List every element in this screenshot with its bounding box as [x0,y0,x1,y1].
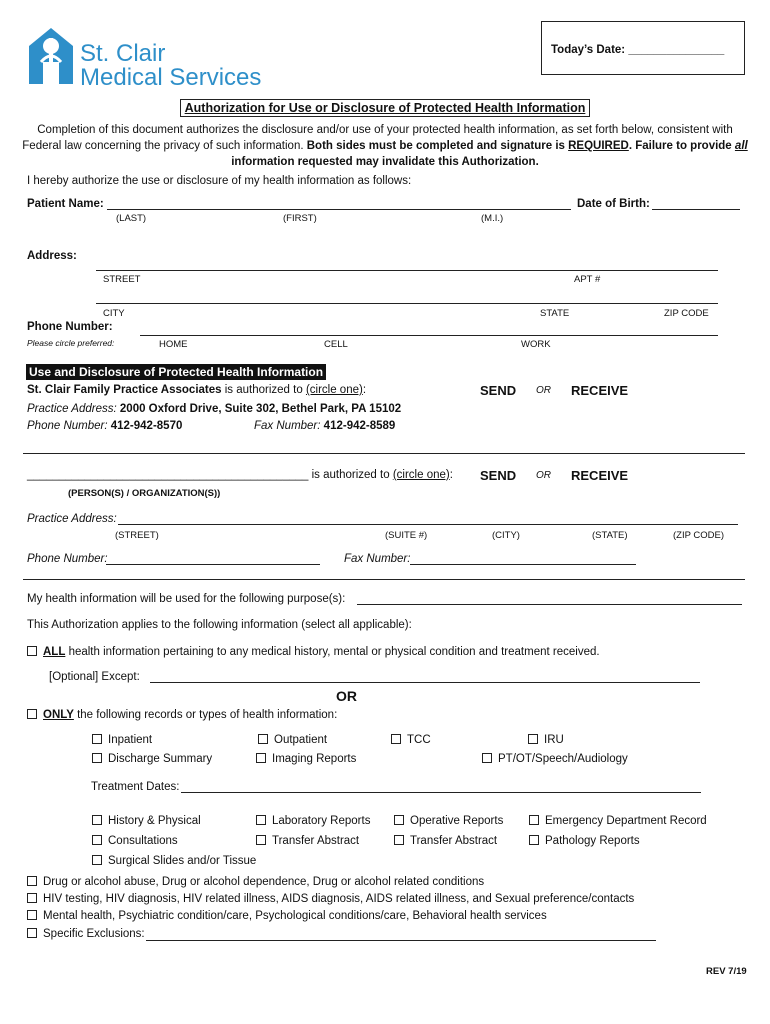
record-label: Imaging Reports [272,753,357,765]
purpose-field[interactable] [357,604,742,605]
record-label: Operative Reports [410,815,504,827]
logo [26,26,286,91]
section-banner-wrap [26,365,326,379]
all-text: health information pertaining to any medical history, mental or physical condition and treatment received. [68,646,600,658]
intro-line1: Completion of this document authorizes the disclosure and/or use of your protected health information, as set forth below, consistent with [37,124,733,136]
receive-option-2[interactable]: RECEIVE [571,468,629,483]
addr-city: (CITY) [492,530,520,541]
logo-mark-icon [26,26,76,88]
section-banner: Use and Disclosure of Protected Health Information [26,364,326,380]
sensitive-mental-health[interactable] [27,910,547,922]
receive-option-1[interactable]: RECEIVE [571,383,629,398]
checkbox-icon[interactable] [256,835,266,845]
record-label: Transfer Abstract [410,835,498,847]
record-tcc[interactable] [391,734,431,746]
org-fax-field[interactable] [410,564,636,565]
or-divider: OR [336,688,357,704]
record-label: Laboratory Reports [272,815,371,827]
record-label: Inpatient [108,734,153,746]
practice-fax-label: Fax Number: [254,420,321,432]
checkbox-icon[interactable] [529,815,539,825]
org-circle-one: (circle one) [392,469,450,481]
org-phone-field[interactable] [106,564,320,565]
address-label: Address: [27,250,77,262]
logo-text-line2: Medical Services [80,64,262,91]
send-option-2[interactable]: SEND [480,468,517,483]
patient-name-field[interactable] [107,209,571,210]
record-transfer-abstract-1[interactable] [256,835,359,847]
practice-authorize-line [27,384,366,396]
addr-street: (STREET) [115,530,159,541]
checkbox-icon[interactable] [92,753,102,763]
or-label-2: OR [536,470,551,481]
practice-fax-line [254,420,395,432]
checkbox-icon[interactable] [92,835,102,845]
title-wrap [0,101,770,115]
intro-line3: information requested may invalidate this Authorization. [231,156,539,168]
org-colon: : [449,469,453,481]
practice-phone-line [27,420,182,432]
first-label: (FIRST) [283,213,317,224]
intro-line2 [0,138,770,154]
sensitive-label: Drug or alcohol abuse, Drug or alcohol dependence, Drug or alcohol related conditions [43,876,485,888]
record-operative-reports[interactable] [394,815,503,827]
applies-line: This Authorization applies to the following information (select all applicable): [27,619,412,631]
record-label: IRU [544,734,564,746]
sensitive-drug-alcohol[interactable] [27,876,484,888]
optional-except-label: [Optional] Except: [49,671,140,683]
checkbox-icon[interactable] [391,734,401,744]
intro [0,122,770,170]
only-option[interactable] [27,709,337,721]
org-address-field[interactable] [118,524,738,525]
record-transfer-abstract-2[interactable] [394,835,497,847]
record-surgical-slides[interactable] [92,855,256,867]
checkbox-icon[interactable] [27,910,37,920]
checkbox-icon[interactable] [92,734,102,744]
record-imaging-reports[interactable] [256,753,356,765]
org-authorized-to: is authorized to [311,469,390,481]
sensitive-hiv-aids[interactable] [27,893,634,905]
specific-exclusions-field[interactable] [146,940,656,941]
authorize-line: I hereby authorize the use or disclosure of my health information as follows: [27,175,412,187]
org-fax-label: Fax Number: [344,553,411,565]
record-pathology-reports[interactable] [529,835,640,847]
record-consultations[interactable] [92,835,178,847]
dob-label: Date of Birth: [577,198,650,210]
addr-state: (STATE) [592,530,628,541]
form-title: Authorization for Use or Disclosure of Protected Health Information [180,99,591,117]
revision-label: REV 7/19 [706,966,747,977]
record-iru[interactable] [528,734,564,746]
phone-field[interactable] [140,335,718,336]
record-label: TCC [407,734,431,746]
divider-2 [23,579,745,580]
circle-note: Please circle preferred: [27,338,115,348]
record-label: Discharge Summary [108,753,213,765]
sensitive-label: Mental health, Psychiatric condition/care, Psychological conditions/care, Behavioral health services [43,910,547,922]
patient-name-label: Patient Name: [27,198,104,210]
sensitive-label: HIV testing, HIV diagnosis, HIV related illness, AIDS diagnosis, AIDS related illness, and Sexual preference/contacts [43,893,635,905]
checkbox-only[interactable] [27,709,37,719]
checkbox-icon[interactable] [394,815,404,825]
authorized-to-text: is authorized to [224,384,303,396]
sensitive-specific-exclusions[interactable] [27,928,145,940]
checkbox-icon[interactable] [27,876,37,886]
intro-line2b: Both sides must be completed and signature is [306,140,565,152]
street-field[interactable] [96,270,718,271]
org-address-label: Practice Address: [27,513,117,525]
mi-label: (M.I.) [481,213,504,224]
record-pt-ot-speech[interactable] [482,753,628,765]
last-label: (LAST) [116,213,147,224]
persons-label: (PERSON(S) / ORGANIZATION(S)) [68,488,221,499]
intro-line2d: . Failure to provide [628,140,732,152]
record-label: History & Physical [108,815,201,827]
send-option-1[interactable]: SEND [480,383,517,398]
zip-label: ZIP CODE [664,308,709,319]
optional-except-field[interactable] [150,682,700,683]
checkbox-all[interactable] [27,646,37,656]
record-outpatient[interactable] [258,734,327,746]
org-authorize-line [27,469,453,481]
phone-label: Phone Number: [27,321,113,333]
checkbox-icon[interactable] [482,753,492,763]
org-phone-label: Phone Number: [27,553,108,565]
phone-work[interactable]: WORK [521,339,551,350]
all-label: ALL [43,646,66,658]
practice-address-line [27,403,401,415]
all-option[interactable] [27,646,600,658]
record-label: Consultations [108,835,178,847]
circle-one-text: (circle one) [305,384,363,396]
intro-required: REQUIRED [568,140,629,152]
checkbox-icon[interactable] [528,734,538,744]
practice-address-label: Practice Address: [27,403,117,415]
record-inpatient[interactable] [92,734,152,746]
treatment-dates-field[interactable] [181,792,701,793]
phone-home[interactable]: HOME [159,339,188,350]
record-label: Surgical Slides and/or Tissue [108,855,257,867]
dob-field[interactable] [652,209,740,210]
checkbox-icon[interactable] [256,815,266,825]
phone-cell[interactable]: CELL [324,339,348,350]
todays-date-label: Today’s Date: _______________ [551,44,725,56]
record-label: Transfer Abstract [272,835,360,847]
purpose-label: My health information will be used for the following purpose(s): [27,593,346,605]
city-state-zip-field[interactable] [96,303,718,304]
city-label: CITY [103,308,125,319]
street-label: STREET [103,274,141,285]
addr-zip: (ZIP CODE) [673,530,725,541]
checkbox-icon[interactable] [27,893,37,903]
logo-text-line1: St. Clair [80,40,166,67]
checkbox-icon[interactable] [394,835,404,845]
or-label-1: OR [536,385,551,396]
intro-line2a: Federal law concerning the privacy of such information. [22,140,304,152]
record-label: Pathology Reports [545,835,640,847]
addr-suite: (SUITE #) [385,530,428,541]
record-emergency-department[interactable] [529,815,707,827]
apt-label: APT # [574,274,601,285]
record-discharge-summary[interactable] [92,753,212,765]
sensitive-label: Specific Exclusions: [43,928,145,940]
checkbox-icon[interactable] [529,835,539,845]
practice-name: St. Clair Family Practice Associates [27,384,222,396]
record-label: Emergency Department Record [545,815,707,827]
record-laboratory-reports[interactable] [256,815,370,827]
checkbox-icon[interactable] [92,855,102,865]
checkbox-icon[interactable] [92,815,102,825]
practice-phone: 412-942-8570 [110,420,183,432]
intro-all: all [734,140,748,152]
checkbox-icon[interactable] [27,928,37,938]
practice-address: 2000 Oxford Drive, Suite 302, Bethel Park, PA 15102 [119,403,402,415]
state-label: STATE [540,308,570,319]
practice-fax: 412-942-8589 [323,420,396,432]
treatment-dates-label: Treatment Dates: [91,781,180,793]
checkbox-icon[interactable] [256,753,266,763]
divider-1 [23,453,745,454]
record-history-physical[interactable] [92,815,201,827]
org-blank-field[interactable]: ____________________________________________ [27,469,309,481]
record-label: PT/OT/Speech/Audiology [498,753,628,765]
practice-phone-label: Phone Number: [27,420,108,432]
todays-date-box[interactable] [541,21,745,75]
only-label: ONLY [43,709,74,721]
checkbox-icon[interactable] [258,734,268,744]
colon: : [362,384,367,396]
record-label: Outpatient [274,734,328,746]
only-text: the following records or types of health information: [77,709,338,721]
